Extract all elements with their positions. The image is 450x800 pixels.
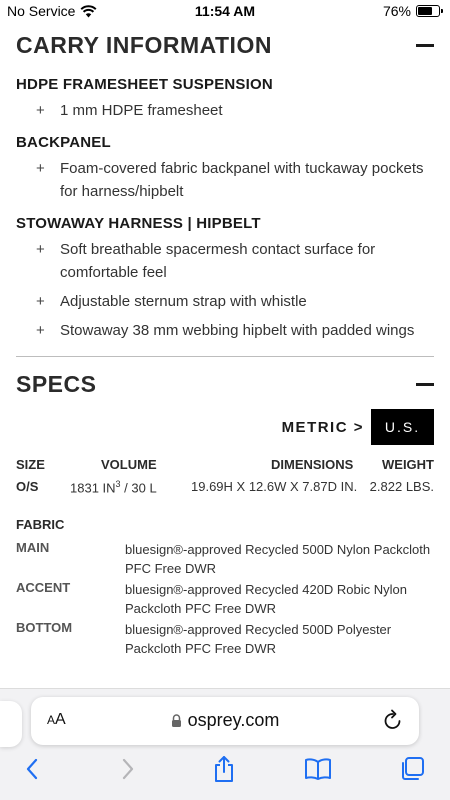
plus-icon: + (36, 241, 45, 258)
list-item (16, 157, 434, 203)
volume-liters: / 30 L (120, 480, 157, 496)
address-bar[interactable] (31, 697, 419, 745)
fabric-row (16, 540, 434, 580)
carry-header[interactable] (16, 24, 434, 68)
battery-fill (418, 7, 432, 15)
status-bar (0, 0, 450, 24)
share-icon (212, 755, 236, 783)
weight-value: 2.822 LBS. (369, 479, 434, 494)
carry-list (16, 99, 434, 122)
browser-toolbar (0, 751, 450, 791)
carry-title: CARRY INFORMATION (16, 32, 272, 58)
list-item-text: Soft breathable spacermesh contact surface for comfortable feel (60, 241, 376, 281)
tabs-icon (399, 756, 425, 782)
battery-icon (416, 5, 440, 17)
clock: 11:54 AM (194, 3, 256, 19)
bookmarks-icon (304, 757, 332, 781)
fabric-value: bluesign®-approved Recycled 420D Robic Nylon Packcloth PFC Free DWR (125, 582, 408, 616)
size-value: O/S (16, 479, 39, 494)
plus-icon: + (36, 293, 45, 310)
list-item-text: Adjustable sternum strap with whistle (60, 293, 307, 310)
list-item (16, 290, 434, 313)
fabric-row (16, 620, 434, 660)
specs-section (0, 357, 450, 660)
url-display[interactable] (31, 710, 419, 731)
tabs-button[interactable] (396, 753, 428, 785)
carry-information-section (0, 24, 450, 342)
fabric-label: MAIN (16, 540, 50, 555)
spec-table (16, 457, 434, 509)
battery-percent: 76% (382, 3, 411, 19)
list-item-text: Stowaway 38 mm webbing hipbelt with padded wings (60, 322, 415, 339)
carry-group-0 (0, 76, 450, 122)
back-icon (25, 758, 39, 780)
fabric-row (16, 580, 434, 620)
bookmarks-button[interactable] (302, 753, 334, 785)
volume-header: VOLUME (101, 457, 157, 472)
status-right (383, 3, 440, 19)
carry-group-2 (0, 215, 450, 342)
weight-header: WEIGHT (382, 457, 434, 472)
plus-icon: + (36, 102, 45, 119)
us-button[interactable]: U.S. (371, 409, 434, 445)
unit-toggle (16, 409, 434, 449)
fabric-label: ACCENT (16, 580, 71, 595)
volume-exponent: 3 (115, 479, 121, 489)
dimensions-header: DIMENSIONS (271, 457, 354, 472)
size-header: SIZE (16, 457, 45, 472)
plus-icon: + (36, 322, 45, 339)
list-item (16, 99, 434, 122)
forward-button[interactable] (112, 753, 144, 785)
list-item-text: 1 mm HDPE framesheet (60, 102, 223, 119)
list-item (16, 238, 434, 284)
carrier-label: No Service (7, 3, 76, 19)
collapse-icon[interactable] (416, 383, 434, 386)
previous-tab-peek[interactable] (0, 701, 22, 747)
carry-group-heading: BACKPANEL (16, 134, 111, 151)
metric-button[interactable] (282, 419, 364, 436)
text-size-small: A (47, 713, 56, 727)
reload-icon[interactable] (383, 709, 403, 731)
fabric-label: BOTTOM (16, 620, 73, 635)
carry-list (16, 238, 434, 342)
list-item-text: Foam-covered fabric backpanel with tuckaway pockets for harness/hipbelt (60, 160, 424, 200)
carry-group-heading: HDPE FRAMESHEET SUSPENSION (16, 76, 273, 93)
browser-chrome (0, 688, 450, 800)
fabric-value: bluesign®-approved Recycled 500D Nylon Packcloth PFC Free DWR (125, 542, 431, 576)
fabric-title: FABRIC (16, 517, 65, 532)
carry-group-heading: STOWAWAY HARNESS | HIPBELT (16, 215, 261, 232)
text-size-large: A (55, 711, 66, 728)
specs-header[interactable] (16, 357, 434, 409)
chevron-right-icon: > (353, 419, 364, 436)
collapse-icon[interactable] (416, 44, 434, 47)
specs-title: SPECS (16, 371, 97, 397)
fabric-value: bluesign®-approved Recycled 500D Polyester Packcloth PFC Free DWR (125, 622, 392, 656)
carry-group-1 (0, 134, 450, 203)
carry-list (16, 157, 434, 203)
plus-icon: + (36, 160, 45, 177)
url-text: osprey.com (187, 710, 280, 730)
back-button[interactable] (16, 753, 48, 785)
forward-icon (121, 758, 135, 780)
page-content (0, 24, 450, 660)
metric-label: METRIC (281, 419, 349, 436)
lock-icon (171, 714, 182, 727)
volume-value (70, 479, 157, 495)
volume-number: 1831 IN (70, 480, 116, 496)
dimensions-value: 19.69H X 12.6W X 7.87D IN. (191, 479, 358, 494)
list-item (16, 319, 434, 342)
fabric-block (16, 517, 434, 660)
share-button[interactable] (208, 753, 240, 785)
